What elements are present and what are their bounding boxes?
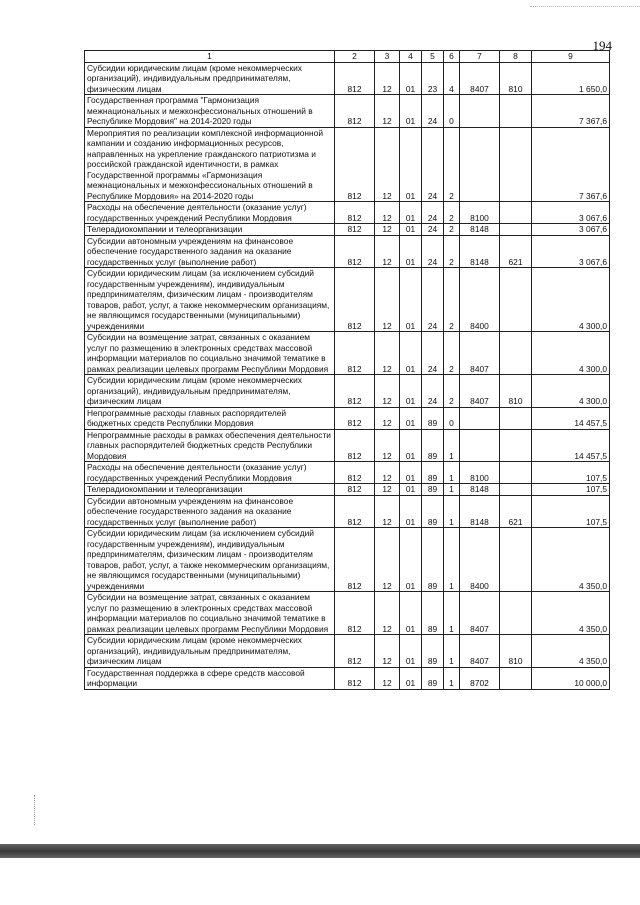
amount-cell: 4 350,0 <box>532 528 610 592</box>
row-name-cell: Субсидии юридическим лицам (кроме некоммерческих организаций), индивидуальным предпринимателям, физическим лицам <box>85 375 335 408</box>
code-cell <box>460 407 500 429</box>
code-cell: 24 <box>422 224 444 236</box>
code-cell: 812 <box>335 62 375 95</box>
code-cell: 01 <box>400 429 422 462</box>
code-cell <box>500 332 532 375</box>
code-cell: 812 <box>335 407 375 429</box>
table-row <box>85 635 610 668</box>
code-cell: 12 <box>375 202 400 224</box>
table-row <box>85 528 610 592</box>
code-cell: 12 <box>375 495 400 528</box>
amount-cell: 107,5 <box>532 495 610 528</box>
code-cell: 812 <box>335 268 375 332</box>
amount-cell: 7 367,6 <box>532 127 610 202</box>
code-cell: 810 <box>500 375 532 408</box>
code-cell <box>500 202 532 224</box>
code-cell: 12 <box>375 462 400 484</box>
code-cell <box>500 667 532 689</box>
code-cell <box>500 407 532 429</box>
code-cell: 12 <box>375 667 400 689</box>
code-cell: 8100 <box>460 202 500 224</box>
code-cell: 12 <box>375 528 400 592</box>
amount-cell: 14 457,5 <box>532 407 610 429</box>
table-row <box>85 202 610 224</box>
code-cell: 23 <box>422 62 444 95</box>
code-cell: 812 <box>335 127 375 202</box>
code-cell: 2 <box>444 375 460 408</box>
table-row <box>85 429 610 462</box>
header-cell: 7 <box>460 51 500 63</box>
header-cell: 5 <box>422 51 444 63</box>
code-cell: 12 <box>375 592 400 635</box>
code-cell: 12 <box>375 62 400 95</box>
row-name-cell: Субсидии юридическим лицам (кроме некоммерческих организаций), индивидуальным предпринимателям, физическим лицам <box>85 635 335 668</box>
table-header-row <box>85 51 610 63</box>
code-cell: 8407 <box>460 592 500 635</box>
code-cell: 2 <box>444 268 460 332</box>
code-cell: 8148 <box>460 495 500 528</box>
code-cell: 8148 <box>460 235 500 268</box>
code-cell <box>500 528 532 592</box>
code-cell: 2 <box>444 235 460 268</box>
code-cell <box>500 429 532 462</box>
code-cell <box>500 592 532 635</box>
code-cell: 01 <box>400 635 422 668</box>
code-cell: 12 <box>375 375 400 408</box>
row-name-cell: Непрограммные расходы в рамках обеспечения деятельности главных распорядителей бюджетных средств Республики Мордовия <box>85 429 335 462</box>
code-cell: 12 <box>375 484 400 496</box>
code-cell <box>500 95 532 128</box>
code-cell: 812 <box>335 667 375 689</box>
code-cell: 01 <box>400 462 422 484</box>
table-row <box>85 667 610 689</box>
code-cell: 812 <box>335 332 375 375</box>
row-name-cell: Субсидии юридическим лицам (кроме некоммерческих организаций), индивидуальным предпринимателям, физическим лицам <box>85 62 335 95</box>
code-cell: 01 <box>400 495 422 528</box>
code-cell: 12 <box>375 127 400 202</box>
code-cell: 01 <box>400 202 422 224</box>
code-cell <box>460 95 500 128</box>
code-cell: 89 <box>422 407 444 429</box>
header-cell: 1 <box>85 51 335 63</box>
code-cell: 2 <box>444 127 460 202</box>
code-cell: 1 <box>444 528 460 592</box>
code-cell: 01 <box>400 127 422 202</box>
table-row <box>85 375 610 408</box>
code-cell: 89 <box>422 484 444 496</box>
code-cell: 8100 <box>460 462 500 484</box>
header-cell: 8 <box>500 51 532 63</box>
header-cell: 6 <box>444 51 460 63</box>
code-cell: 8407 <box>460 332 500 375</box>
code-cell: 812 <box>335 592 375 635</box>
scan-artifact <box>530 0 640 7</box>
code-cell <box>500 484 532 496</box>
amount-cell: 4 350,0 <box>532 592 610 635</box>
code-cell: 812 <box>335 495 375 528</box>
header-cell: 4 <box>400 51 422 63</box>
code-cell: 12 <box>375 407 400 429</box>
page-number: 194 <box>592 38 612 53</box>
amount-cell: 10 000,0 <box>532 667 610 689</box>
code-cell: 8407 <box>460 375 500 408</box>
code-cell: 12 <box>375 224 400 236</box>
budget-table <box>84 50 610 690</box>
amount-cell: 107,5 <box>532 462 610 484</box>
code-cell: 1 <box>444 495 460 528</box>
code-cell <box>500 268 532 332</box>
table-body <box>85 62 610 689</box>
row-name-cell: Мероприятия по реализации комплексной информационной кампании и созданию информационных ресурсов, направленных на укрепление гражданского патриотизма и российской гражданской идентичности, в рамках Государственной программы «Гармонизация межнациональных и межконфессиональных отношений в Республике Мордовия» на 2014-2020 годы <box>85 127 335 202</box>
code-cell: 12 <box>375 429 400 462</box>
code-cell: 621 <box>500 235 532 268</box>
row-name-cell: Субсидии на возмещение затрат, связанных с оказанием услуг по размещению в электронных средствах массовой информации материалов по социально значимой тематике в рамках реализации целевых программ Республики Мордовия <box>85 332 335 375</box>
amount-cell: 4 300,0 <box>532 332 610 375</box>
code-cell: 24 <box>422 375 444 408</box>
code-cell: 01 <box>400 375 422 408</box>
code-cell: 812 <box>335 95 375 128</box>
code-cell: 24 <box>422 235 444 268</box>
code-cell: 0 <box>444 95 460 128</box>
code-cell: 01 <box>400 62 422 95</box>
code-cell: 89 <box>422 528 444 592</box>
code-cell: 24 <box>422 332 444 375</box>
code-cell: 810 <box>500 635 532 668</box>
row-name-cell: Субсидии автономным учреждениям на финансовое обеспечение государственного задания на оказание государственных услуг (выполнение работ) <box>85 235 335 268</box>
table-row <box>85 462 610 484</box>
code-cell: 01 <box>400 592 422 635</box>
row-name-cell: Расходы на обеспечение деятельности (оказание услуг) государственных учреждений Республики Мордовия <box>85 462 335 484</box>
code-cell: 89 <box>422 592 444 635</box>
amount-cell: 3 067,6 <box>532 224 610 236</box>
code-cell: 812 <box>335 462 375 484</box>
table-row <box>85 484 610 496</box>
amount-cell: 7 367,6 <box>532 95 610 128</box>
table-row <box>85 495 610 528</box>
code-cell: 621 <box>500 495 532 528</box>
code-cell: 8407 <box>460 62 500 95</box>
code-cell: 89 <box>422 462 444 484</box>
code-cell: 89 <box>422 429 444 462</box>
code-cell: 8407 <box>460 635 500 668</box>
code-cell: 812 <box>335 429 375 462</box>
row-name-cell: Субсидии на возмещение затрат, связанных с оказанием услуг по размещению в электронных средствах массовой информации материалов по социально значимой тематике в рамках реализации целевых программ Республики Мордовия <box>85 592 335 635</box>
code-cell: 8148 <box>460 224 500 236</box>
code-cell <box>460 429 500 462</box>
code-cell: 01 <box>400 95 422 128</box>
amount-cell: 3 067,6 <box>532 235 610 268</box>
code-cell: 1 <box>444 592 460 635</box>
code-cell: 89 <box>422 495 444 528</box>
amount-cell: 4 350,0 <box>532 635 610 668</box>
code-cell: 2 <box>444 224 460 236</box>
table-row <box>85 224 610 236</box>
code-cell: 8400 <box>460 528 500 592</box>
code-cell: 1 <box>444 667 460 689</box>
code-cell: 0 <box>444 407 460 429</box>
code-cell: 24 <box>422 127 444 202</box>
code-cell: 812 <box>335 202 375 224</box>
table-row <box>85 407 610 429</box>
table-row <box>85 62 610 95</box>
code-cell: 01 <box>400 528 422 592</box>
code-cell: 12 <box>375 635 400 668</box>
code-cell: 01 <box>400 407 422 429</box>
row-name-cell: Субсидии автономным учреждениям на финансовое обеспечение государственного задания на оказание государственных услуг (выполнение работ) <box>85 495 335 528</box>
code-cell: 4 <box>444 62 460 95</box>
code-cell: 2 <box>444 202 460 224</box>
code-cell: 01 <box>400 667 422 689</box>
row-name-cell: Государственная поддержка в сфере средств массовой информации <box>85 667 335 689</box>
row-name-cell: Государственная программа "Гармонизация межнациональных и межконфессиональных отношений в Республике Мордовия" на 2014-2020 годы <box>85 95 335 128</box>
code-cell <box>500 224 532 236</box>
code-cell: 89 <box>422 635 444 668</box>
code-cell: 812 <box>335 375 375 408</box>
code-cell: 8148 <box>460 484 500 496</box>
code-cell: 24 <box>422 202 444 224</box>
code-cell: 812 <box>335 224 375 236</box>
code-cell: 2 <box>444 332 460 375</box>
code-cell: 8400 <box>460 268 500 332</box>
header-cell: 2 <box>335 51 375 63</box>
row-name-cell: Субсидии юридическим лицам (за исключением субсидий государственным учреждениям), индивидуальным предпринимателям, физическим лицам - производителям товаров, работ, услуг, а также некоммерческим организациям, не являющимся государственными (муниципальными) учреждениями <box>85 268 335 332</box>
table-row <box>85 95 610 128</box>
code-cell: 12 <box>375 332 400 375</box>
row-name-cell: Телерадиокомпании и телеорганизации <box>85 224 335 236</box>
code-cell: 01 <box>400 268 422 332</box>
code-cell: 12 <box>375 235 400 268</box>
table-row <box>85 235 610 268</box>
code-cell: 01 <box>400 332 422 375</box>
scan-edge-bar <box>0 844 640 858</box>
amount-cell: 4 300,0 <box>532 268 610 332</box>
row-name-cell: Расходы на обеспечение деятельности (оказание услуг) государственных учреждений Республики Мордовия <box>85 202 335 224</box>
code-cell: 24 <box>422 268 444 332</box>
code-cell: 1 <box>444 635 460 668</box>
row-name-cell: Непрограммные расходы главных распорядителей бюджетных средств Республики Мордовия <box>85 407 335 429</box>
code-cell: 12 <box>375 95 400 128</box>
header-cell: 3 <box>375 51 400 63</box>
code-cell <box>500 127 532 202</box>
code-cell: 1 <box>444 484 460 496</box>
header-cell: 9 <box>532 51 610 63</box>
amount-cell: 1 650,0 <box>532 62 610 95</box>
code-cell: 810 <box>500 62 532 95</box>
code-cell: 01 <box>400 235 422 268</box>
table-row <box>85 268 610 332</box>
table-row <box>85 332 610 375</box>
code-cell: 24 <box>422 95 444 128</box>
code-cell <box>460 127 500 202</box>
code-cell: 12 <box>375 268 400 332</box>
code-cell: 01 <box>400 484 422 496</box>
code-cell: 812 <box>335 484 375 496</box>
code-cell <box>500 462 532 484</box>
amount-cell: 3 067,6 <box>532 202 610 224</box>
table-row <box>85 592 610 635</box>
row-name-cell: Субсидии юридическим лицам (за исключением субсидий государственным учреждениям), индивидуальным предпринимателям, физическим лицам - производителям товаров, работ, услуг, а также некоммерческим организациям, не являющимся государственными (муниципальными) учреждениями <box>85 528 335 592</box>
code-cell: 1 <box>444 462 460 484</box>
code-cell: 1 <box>444 429 460 462</box>
table-row <box>85 127 610 202</box>
row-name-cell: Телерадиокомпании и телеорганизации <box>85 484 335 496</box>
scan-artifact <box>34 795 36 825</box>
code-cell: 8702 <box>460 667 500 689</box>
code-cell: 812 <box>335 235 375 268</box>
amount-cell: 14 457,5 <box>532 429 610 462</box>
amount-cell: 107,5 <box>532 484 610 496</box>
code-cell: 812 <box>335 528 375 592</box>
code-cell: 812 <box>335 635 375 668</box>
code-cell: 89 <box>422 667 444 689</box>
amount-cell: 4 300,0 <box>532 375 610 408</box>
code-cell: 01 <box>400 224 422 236</box>
